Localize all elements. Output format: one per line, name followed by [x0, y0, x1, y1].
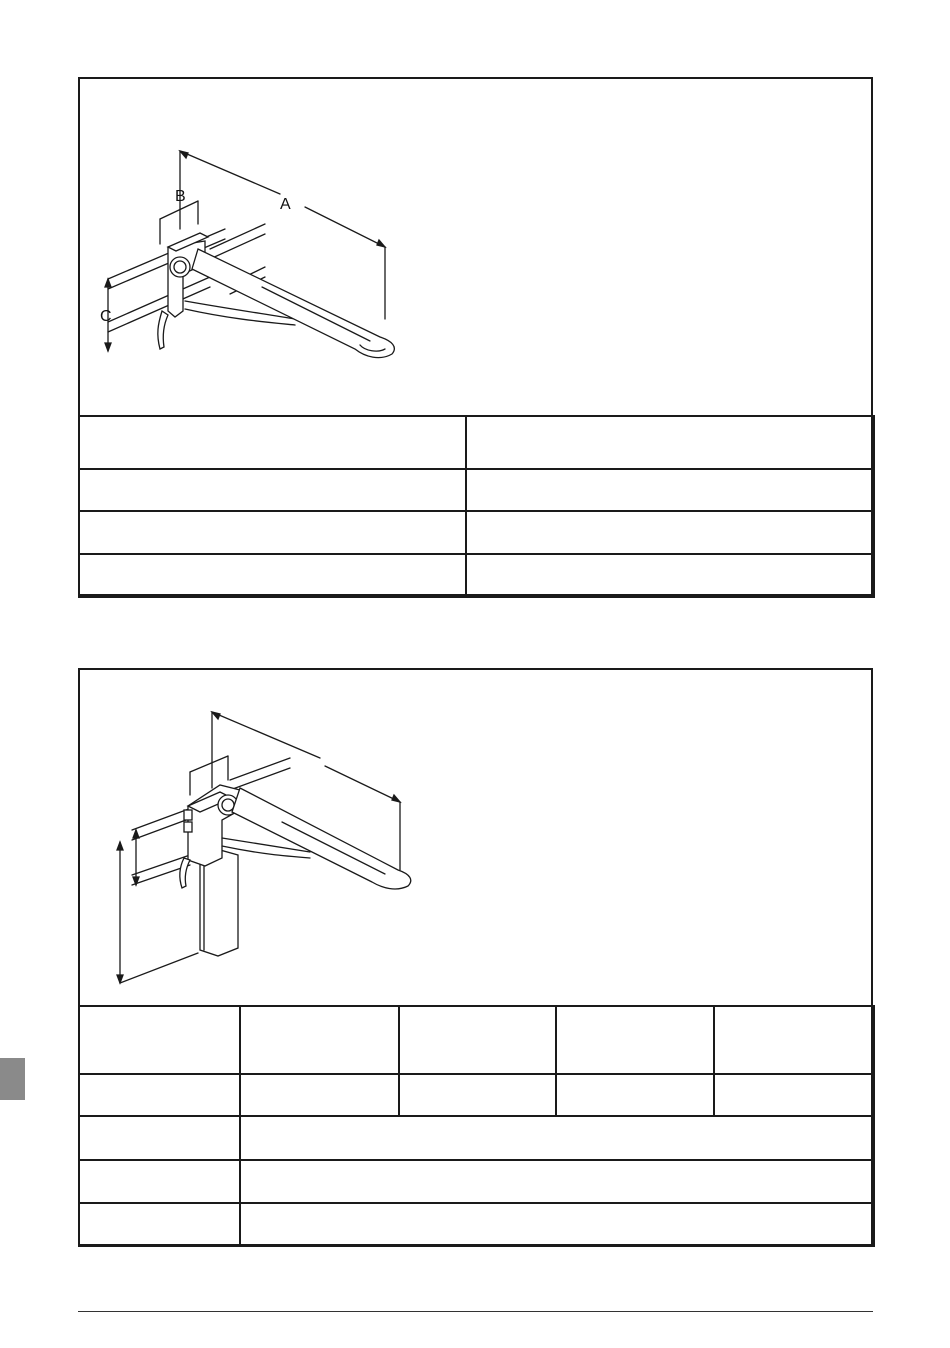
table-cell: [466, 469, 874, 511]
grab-bar-dimension-diagram: [80, 79, 871, 415]
spec-table-1: [78, 415, 875, 598]
dimension-c-label: C: [100, 308, 112, 325]
grab-bar-with-leg-dimension-diagram: [80, 670, 871, 1006]
table-header-cell: [240, 1006, 399, 1074]
table-cell: [79, 1074, 240, 1116]
table-cell: [240, 1074, 399, 1116]
table-header-cell: [714, 1006, 874, 1074]
spec-table-2: [78, 1005, 875, 1247]
table-row-value: [240, 1160, 874, 1203]
chapter-tab: [0, 1058, 25, 1100]
table-cell: [79, 416, 466, 469]
table-row-label: [79, 1160, 240, 1203]
table-cell: [556, 1074, 714, 1116]
table-row-value: [240, 1203, 874, 1246]
footer-rule: [78, 1311, 873, 1312]
table-cell: [466, 416, 874, 469]
table-row-value: [240, 1116, 874, 1160]
table-cell: [466, 511, 874, 554]
table-cell: [714, 1074, 874, 1116]
table-header-cell: [556, 1006, 714, 1074]
table-cell: [399, 1074, 556, 1116]
dimension-a-label: A: [280, 196, 291, 213]
spec-panel-1: [78, 77, 873, 596]
table-header-cell: [399, 1006, 556, 1074]
table-row-label: [79, 1203, 240, 1246]
table-cell: [79, 554, 466, 597]
dimension-b-label: B: [175, 188, 186, 205]
table-cell: [466, 554, 874, 597]
table-row-label: [79, 1116, 240, 1160]
table-header-cell: [79, 1006, 240, 1074]
table-cell: [79, 511, 466, 554]
table-cell: [79, 469, 466, 511]
spec-panel-2: [78, 668, 873, 1246]
